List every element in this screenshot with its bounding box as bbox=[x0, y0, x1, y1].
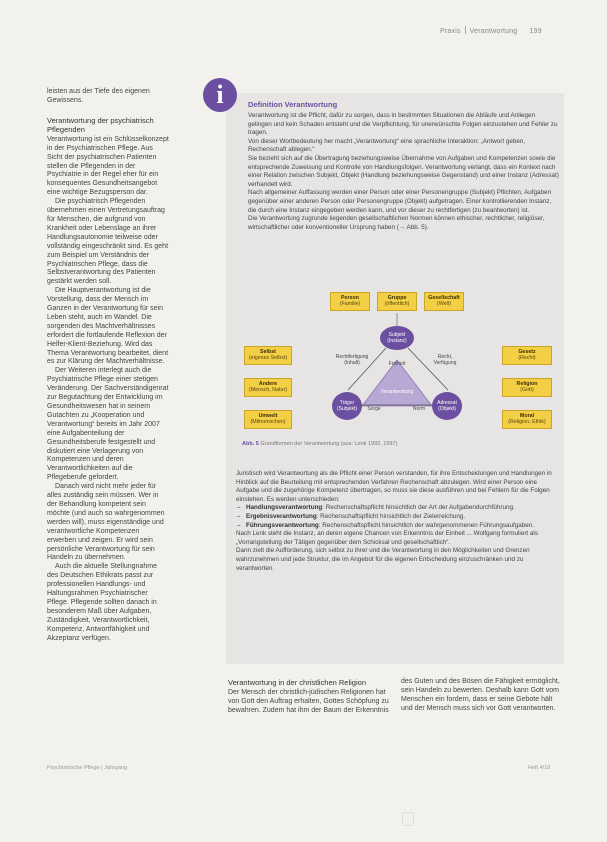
page-number: 199 bbox=[529, 28, 542, 35]
definition-paragraph: Sie bezieht sich auf die Übertragung beziehungsweise Übernahme von Aufgaben und Kompetenzen sowie die entsprechende Zuweisung und Kontrolle von Handlungsfolgen. Verantwortung verlangt, dass ein Kontext nach einer Relation zwischen Subjekt, Objekt (Handlung beziehungsweise Gegenstand) und einer Instanz (Adressat) verhandelt wird. bbox=[248, 154, 559, 188]
left-column bbox=[47, 88, 169, 643]
responsibility-diagram bbox=[236, 288, 558, 438]
circle-left: Träger (Subjekt) bbox=[332, 392, 362, 420]
definition-paragraph: Verantwortung ist die Pflicht, dafür zu sorgen, dass in bestimmten Situationen die Abläufe und Anliegen gelingen und kein Schaden entsteht und die Verpflichtung, für unerwünschte Folgen einzustehen und Fehler zu tragen. bbox=[248, 112, 558, 137]
caption-label: Abb. 5 bbox=[242, 441, 259, 447]
circle-right: Adressat (Objekt) bbox=[432, 392, 462, 420]
label-center: Verantwortung bbox=[380, 389, 414, 395]
scan-mark bbox=[402, 812, 414, 826]
instance-box: Gesellschaft (Welt) bbox=[424, 292, 464, 311]
right-box: Moral (Religion, Ethik) bbox=[502, 410, 552, 429]
circle-top: Subjekt (Instanz) bbox=[380, 326, 414, 350]
left-lead: leisten aus der Tiefe des eigenen Gewissens. bbox=[47, 88, 150, 104]
responsibility-list bbox=[236, 504, 556, 530]
right-column bbox=[401, 678, 561, 714]
left-box: Andere (Mensch, Natur) bbox=[244, 378, 292, 397]
middle-text: Der Mensch der christlich-jüdischen Religionen hat von Gott den Auftrag erhalten, Gottes Schöpfung zu bewahren. Zudem hat ihm der Baum der Erkenntnis bbox=[228, 689, 389, 714]
header-section: Praxis bbox=[440, 28, 461, 35]
label-left-arrow: Rechtfertigung (Inhalt) bbox=[335, 354, 369, 366]
instance-box: Person (Familie) bbox=[330, 292, 370, 311]
label-right-arrow: Recht, Verfügung bbox=[433, 354, 457, 366]
left-box: Selbst (eigenes Selbst) bbox=[244, 346, 292, 365]
middle-column bbox=[228, 678, 393, 716]
label-care: Sorge bbox=[367, 406, 381, 412]
info-icon: i bbox=[203, 78, 237, 112]
definition-paragraph: Nach allgemeiner Auffassung werden einer Person oder einer Personengruppe (Subjekt) Pflichten, Aufgaben gegenüber einer anderen Person oder Personengruppe (Objekt) aufgetragen. Einer kontrollierenden Instanz, die durch eine Instanz eingegeben werden kann, und vor dieser zu rechtfertigen (zu beantworten) ist. bbox=[248, 189, 552, 214]
definition-title: Definition Verantwortung bbox=[248, 100, 338, 109]
left-paragraph: Auch die aktuelle Stellungnahme des Deutschen Ethikrats passt zur professionellen Handlungs- und Haltungsrahmen Psychiatrischer Pflege. Pflegende sollten danach in besonderem Maß über Aufgaben, Zuständigkeit, Verantwortlichkeit, Kompetenz, Antwortfähigkeit und Akzeptanz verfügen. bbox=[47, 563, 157, 642]
list-item: – Führungsverantwortung: Rechenschaftspflicht hinsichtlich der wahrgenommenen Führungsaufgaben. bbox=[236, 522, 556, 531]
list-item: – Handlungsverantwortung: Rechenschaftspflicht hinsichtlich der Art der Aufgabendurchführung. bbox=[236, 504, 556, 513]
left-box: Umwelt (Mitmenschen) bbox=[244, 410, 292, 429]
left-paragraph: Die psychiatrisch Pflegenden übernehmen einen Vertretungsauftrag für Menschen, die aufgrund von Krankheit oder Lebenslage an ihrer Handlungsautonomie teilweise oder vollständig eingeschränkt sind. Es geht zum Beispiel um Verständnis der Psychiatrischen Pflege, dass die Selbstverantwortung des Patienten gestärkt werden soll. bbox=[47, 198, 169, 286]
list-item: – Ergebnisverantwortung: Rechenschaftspflicht hinsichtlich der Zielerreichung. bbox=[236, 513, 556, 522]
caption-text: Grundformen der Verantwortung (aus: Lenk 1992, 1997) bbox=[260, 441, 398, 447]
right-box: Gesetz (Recht) bbox=[502, 346, 552, 365]
definition-paragraph: Von dieser Wortbedeutung her macht „Verantwortung“ eine sprachliche Interaktion: „Antwort geben, Rechenschaft ablegen.“ bbox=[248, 137, 526, 154]
header-subsection: Verantwortung bbox=[469, 28, 518, 35]
definition-text bbox=[248, 112, 560, 232]
header-divider bbox=[465, 26, 466, 34]
running-header bbox=[440, 26, 542, 35]
lower-intro: Juristisch wird Verantwortung als die Pflicht einer Person verstanden, für ihre Entscheidungen und Handlungen in Hinblick auf die Beurteilung mit entsprechenden Verfahren Rechenschaft abzulegen. Wird einer Person eine Aufgabe und die zugehörige Kompetenz übertragen, so muss sie diese ausführen und bei Fehlern für die Folgen einstehen. Es werden unterschieden: bbox=[236, 470, 552, 503]
left-paragraph: Die Hauptverantwortung ist die Vorstellung, dass der Mensch im Ganzen in der Verantwortung für sein Leben steht, auch im Wandel. Die sorgenden des Machtverhältnisses erfordert die fortlaufende Reflexion der Helfer-Klient-Beziehung. Wird das Thema Verantwortung bearbeitet, dient es zur Klärung der Machtverhältnisse. bbox=[47, 287, 169, 366]
figure-caption bbox=[242, 441, 397, 447]
label-norm: Norm bbox=[412, 406, 426, 412]
instance-box: Gruppe (öffentlich) bbox=[377, 292, 417, 311]
footer-right: Heft 4/18 bbox=[528, 765, 551, 771]
label-freedom: Freiheit bbox=[388, 361, 406, 367]
definition-paragraph: Die Verantwortung zugrunde liegenden gesellschaftlichen Normen können ethischer, rechtlicher, religiöser, wirtschaftlicher oder konventioneller Ursprung haben (→ Abb. 5). bbox=[248, 215, 545, 231]
lower-outro: Nach Lenk steht die Instanz, an deren eigene Chancen von Erkenntnis der Einheit ... Wolfgang formuliert als „Vorrangstellung der Tätigen gegenüber dem Schicksal und gesellschaftlich“. bbox=[236, 530, 538, 546]
left-paragraph: Der Weiteren interlegt auch die Psychiatrische Pflege einer stetigen Veränderung. Der Sachverständigenrat zur Begutachtung der Entwicklung im Gesundheitswesen hat in seinem Gutachten zu „Kooperation und Verantwortung“ bereits im Jahr 2007 eine Aufgabenteilung der Gesundheitsberufe festgestellt und diskutiert eine Verlagerung von Kompetenzen und deren Verantwortlichkeiten auf die Pflegeberufe gefordert. bbox=[47, 367, 169, 482]
left-paragraph: Verantwortung ist ein Schlüsselkonzept in der Psychiatrischen Pflege. Aus Sicht der psychiatrischen Patienten stellen die Pflegenden in der Psychiatrie in der Regel eher für ein konsequentes Gesundheitsangebot eine wichtige Bezugsperson dar. bbox=[47, 135, 169, 197]
left-heading: Verantwortung der psychiatrisch Pflegenden bbox=[47, 115, 154, 134]
right-box: Religion (Gott) bbox=[502, 378, 552, 397]
footer-left: Psychiatrische Pflege | Jahrgang bbox=[47, 765, 127, 771]
left-paragraph: Danach wird nicht mehr jeder für alles zuständig sein müssen. Wer in der Behandlung kompetent sein möchte (und auch so wahrgenommen werden will), muss eigenständige und verantwortliche Kompetenzen erwerben und zeigen. Er wird sein persönliche Verantwortung für sein Handeln zu übernehmen. bbox=[47, 483, 165, 562]
right-text: des Guten und des Bösen die Fähigkeit ermöglicht, sein Handeln zu bewerten. Deshalb kann Gott vom Menschen ein fordern, dass er seine Gebote hält und der Mensch muss sich vor Gott verantworten. bbox=[401, 678, 560, 712]
lower-outro: Dann zielt die Aufforderung, sich selbst zu ihrer und die Verantwortung in den Möglichkeiten und Grenzen wahrzunehmen und jede Struktur, die im Angebot für die eigenen Entscheidung einzuschränken und zu verantworten. bbox=[236, 547, 530, 572]
middle-heading: Verantwortung in der christlichen Religion bbox=[228, 678, 366, 687]
definition-lower bbox=[236, 470, 556, 573]
